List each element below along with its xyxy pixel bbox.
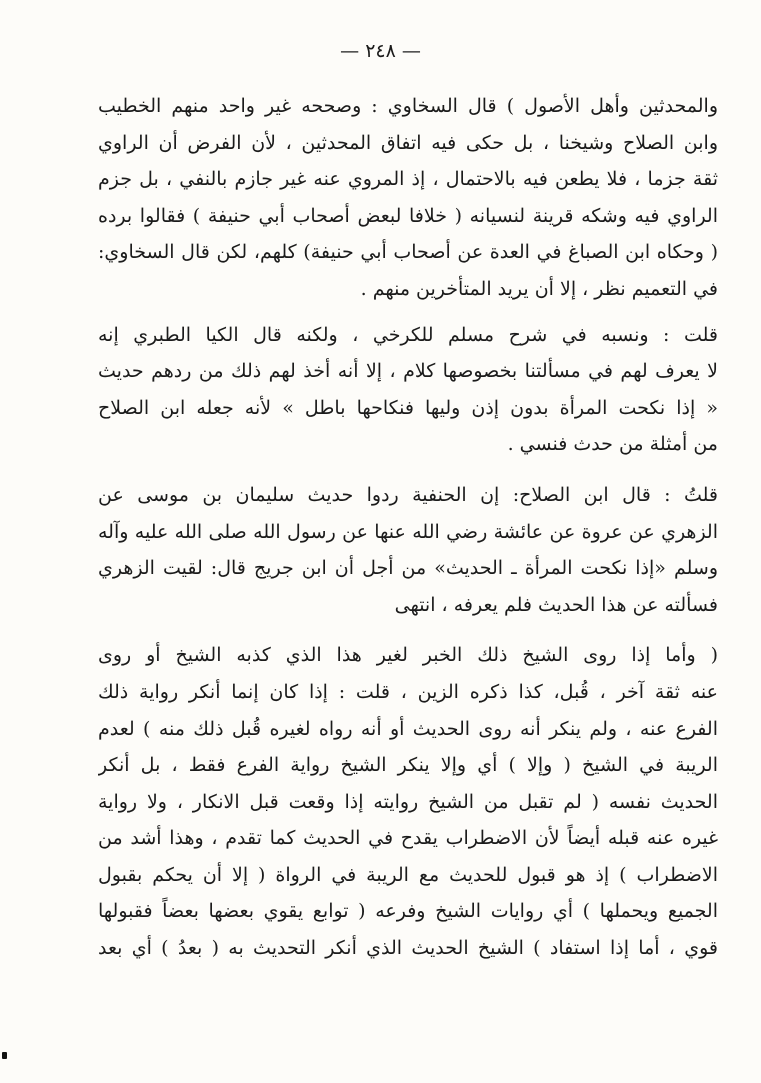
text-line: « إذا نكحت المرأة بدون إذن وليها فنكاحها باطل » لأنه جعله ابن الصلاح	[98, 396, 718, 419]
text-line: قلت : ونسبه في شرح مسلم للكرخي ، ولكنه قال الكيا الطبري إنه	[98, 323, 718, 346]
page-number: — ٢٤٨ —	[340, 40, 421, 62]
text-line: الفرع عنه ، ولم ينكر أنه روى الحديث أو أنه رواه لغيره قُبل ذلك منه ) لعدم	[98, 717, 718, 740]
text-line: قوي ، أما إذا استفاد ) الشيخ الحديث الذي أنكر التحديث به ( بعدُ ) أي بعد	[98, 937, 718, 960]
page-body-text	[98, 88, 718, 967]
scan-mark	[2, 1052, 7, 1059]
text-line: ثقة جزما ، فلا يطعن فيه بالاحتمال ، إذ المروي عنه غير جازم بالنفي ، بل جزم	[98, 168, 718, 191]
text-line: فسألته عن هذا الحديث فلم يعرفه ، انتهى	[394, 593, 718, 616]
text-line: الريبة في الشيخ ( وإلا ) أي وإلا ينكر الشيخ رواية الفرع فقط ، بل أنكر	[98, 754, 718, 777]
text-line: الاضطراب ) إذ هو قبول للحديث مع الريبة في الرواة ( إلا أن يحكم بقبول	[98, 863, 718, 886]
paragraph-1	[98, 88, 718, 308]
text-line: ( وحكاه ابن الصباغ في العدة عن أصحاب أبي حنيفة) كلهم، لكن قال السخاوي:	[98, 241, 718, 264]
text-line: غيره عنه قبله أيضاً لأن الاضطراب يقدح في الحديث كما تقدم ، وهذا أشد من	[98, 827, 718, 850]
paragraph-3	[98, 477, 718, 623]
text-line: الحديث نفسه ( لم تقبل من الشيخ روايته إذا وقعت قبل الانكار ، ولا رواية	[98, 790, 718, 813]
text-line: والمحدثين وأهل الأصول ) قال السخاوي : وصححه غير واحد منهم الخطيب	[98, 95, 718, 117]
text-line: ( وأما إذا روى الشيخ ذلك الخبر لغير هذا الذي كذبه الشيخ أو روى	[98, 644, 718, 667]
paragraph-4	[98, 637, 718, 966]
text-line: لا يعرف لهم في مسألتنا بخصوصها كلام ، إلا أنه أخذ لهم ذلك من ردهم حديث	[98, 360, 718, 383]
text-line: عنه ثقة آخر ، قُبل، كذا ذكره الزين ، قلت : إذا كان إنما أنكر رواية ذلك	[98, 680, 718, 703]
text-line: وابن الصلاح وشيخنا ، بل حكى فيه اتفاق المحدثين ، لأن الفرض أن الراوي	[98, 131, 718, 154]
text-line: الزهري عن عروة عن عائشة رضي الله عنها عن رسول الله صلى الله عليه وآله	[98, 520, 718, 543]
paragraph-2	[98, 317, 718, 463]
text-line: من أمثلة من حدث فنسي .	[507, 433, 718, 456]
text-line: في التعميم نظر ، إلا أن يريد المتأخرين منهم .	[360, 277, 718, 300]
text-line: وسلم «إذا نكحت المرأة ـ الحديث» من أجل أن ابن جريج قال: لقيت الزهري	[98, 557, 718, 580]
text-line: الجميع ويحملها ) أي روايات الشيخ وفرعه ( توابع يقوي بعضها بعضاً فقبولها	[98, 900, 718, 923]
text-line: قلتُ : قال ابن الصلاح: إن الحنفية ردوا حديث سليمان بن موسى عن	[98, 483, 718, 506]
text-line: الراوي فيه وشكه قرينة لنسيانه ( خلافا لبعض أصحاب أبي حنيفة ) فقالوا برده	[98, 204, 718, 227]
